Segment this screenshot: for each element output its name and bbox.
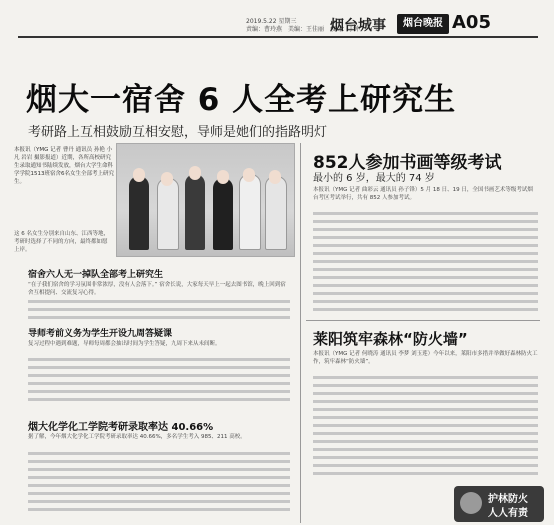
person-head [243, 168, 255, 182]
third-headline: 莱阳筑牢森林“防火墙” [313, 330, 468, 348]
body-text-lines [313, 212, 538, 316]
badge-line-1: 护林防火 [488, 494, 528, 505]
column-divider [300, 143, 301, 523]
page-number: A05 [452, 12, 491, 33]
main-subheadline: 考研路上互相鼓励互相安慰，导师是她们的指路明灯 [28, 125, 328, 140]
editor-line: 责编：曹玲燕 美编：王佳丽 校对：于冲 [246, 26, 361, 33]
body-text-lines [28, 358, 290, 406]
subhead-3-body: 据了解，今年烟大化学化工学院考研录取率达 40.66%，多名学生考入 985、211 高校。 [28, 434, 246, 440]
person-figure [157, 178, 179, 250]
second-subheadline: 最小的 6 岁，最大的 74 岁 [313, 173, 435, 184]
second-body: 本报讯（YMG 记者 曲彩云 通讯员 孙子锋）5 月 18 日、19 日，全国书画艺术等级考试烟台考区考试举行，共有 852 人参加考试。 [313, 187, 533, 201]
main-headline: 烟大一宿舍 6 人全考上研究生 [26, 82, 457, 118]
body-text-lines [313, 376, 538, 480]
subhead-3: 烟大化学化工学院考研录取率达 40.66% [28, 422, 214, 433]
body-text-lines [28, 452, 290, 516]
body-text-lines [28, 300, 290, 324]
main-body-intro: 这 6 名女生分别来自山东、江西等地，考研时选择了不同的方向，最终都如愿上岸。 [14, 231, 109, 253]
person-figure [129, 176, 149, 250]
main-byline: 本报讯（YMG 记者 曹丹 通讯员 孙艳 小凡 岩岩 摄影报道）近期，各所高校研究生录取通知书陆续发放，烟台大学生命科学学院1513班宿舍6名女生全部考上研究生。 [14, 147, 114, 185]
person-figure [265, 176, 287, 250]
person-figure [239, 174, 261, 250]
person-figure [185, 174, 205, 250]
header-rule [18, 36, 538, 38]
person-head [269, 170, 281, 184]
person-head [217, 170, 229, 184]
subhead-1-body: “在子我们宿舍的学习氛围非常浓厚，没有人会落下。” 宿舍长说，大家每天早上一起去图书馆，晚上回到宿舍互相提问、交流复习心得。 [28, 282, 286, 296]
person-figure [213, 178, 233, 250]
person-head [133, 168, 145, 182]
date-line: 2019.5.22 星期三 [246, 18, 297, 25]
second-headline: 852人参加书画等级考试 [313, 153, 502, 173]
person-head [161, 172, 173, 186]
forest-icon [460, 492, 482, 514]
subhead-2-body: 复习过程中遇到难题，导师每周都会抽出时间为学生答疑，九周下来从未间断。 [28, 341, 221, 347]
third-body: 本报讯（YMG 记者 何晓涛 通讯员 李梦 刘玉莲）今年以来，莱阳市多措并举做好森林防火工作，筑牢森林“防火墙”。 [313, 351, 538, 365]
subhead-1: 宿舍六人无一掉队全部考上研究生 [28, 270, 164, 280]
person-head [189, 166, 201, 180]
badge-line-2: 人人有责 [488, 508, 528, 519]
fire-prevention-badge [454, 486, 544, 522]
story-divider [306, 320, 540, 321]
section-name: 烟台城事 [330, 18, 386, 34]
subhead-2: 导师考前义务为学生开设九周答疑课 [28, 329, 173, 339]
paper-logo: 烟台晚报 [397, 14, 449, 34]
group-photo [116, 143, 295, 257]
